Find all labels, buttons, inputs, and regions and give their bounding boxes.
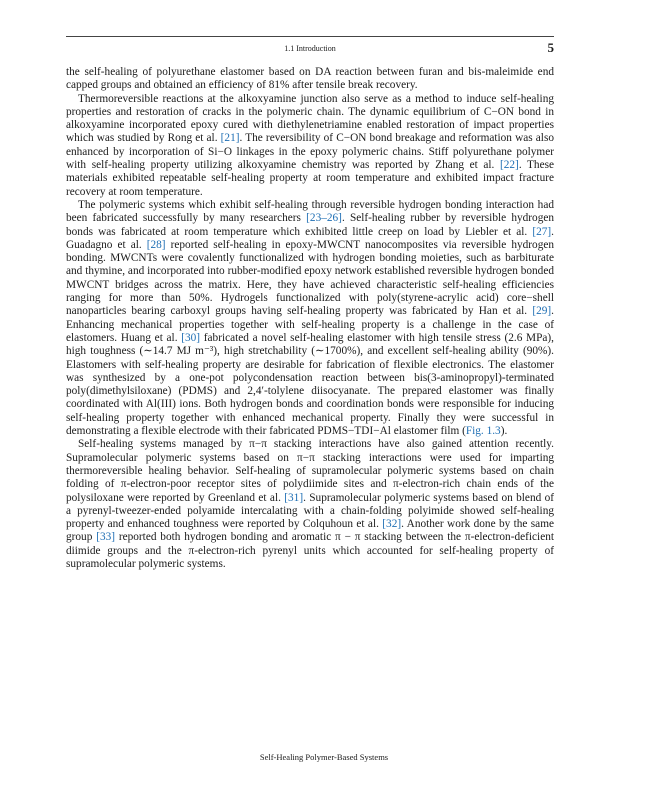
body-text [66, 66, 554, 571]
paragraph-text: The polymeric systems which exhibit self-healing through reversible hydrogen bonding interaction had been fabricated successfully by many researchers [66, 198, 554, 225]
header-rule [66, 36, 554, 37]
citation-link[interactable]: [28] [146, 238, 166, 251]
paragraph-text: . Supramolecular polymeric systems based on blend of a pyrenyl-tweezer-ended polyamide intercalating with a chain-folding polyimide showed self-healing property and enhanced toughness were reported by Colquhoun et al. [66, 491, 555, 531]
paragraph-text: Self-healing systems managed by π−π stacking interactions have also gained attention recently. Supramolecular polymeric systems based on π−π stacking interactions were used for imparting thermoreversible healing behavior. Self-healing of supramolecular polymeric systems based on chain folding of π-electron-poor receptor sites of polydiimide sites and π-electron-rich chain ends of the polysiloxane were reported by Greenland et al. [66, 438, 554, 504]
paragraph-text: reported both hydrogen bonding and aromatic π − π stacking between the π-electron-deficient diimide groups and the π-electron-rich pyrenyl units which accounted for self-healing property of supramolecular polymeric systems. [66, 531, 554, 570]
citation-link[interactable]: [31] [284, 491, 304, 504]
paragraph-text: . Enhancing mechanical properties together with self-healing property is a challenge in the case of elastomers. Huang et al. [66, 305, 554, 344]
paragraph-text: the self-healing of polyurethane elastomer based on DA reaction between furan and bis-maleimide end capped groups and obtained an efficiency of 81% after tensile break recovery. [66, 66, 554, 92]
citation-link[interactable]: [21] [220, 132, 240, 145]
section-title: 1.1 Introduction [284, 44, 336, 53]
paragraph-text: . The reversibility of C−ON bond breakage and reformation was also enhanced by incorporation of Si−O linkages in the epoxy polymeric chains. Stiff polyurethane polymer with self-healing property utilizing alkoxyamine chemistry was reported by Zhang et al. [66, 132, 554, 172]
paragraph-text: Thermoreversible reactions at the alkoxyamine junction also serve as a method to induce self-healing properties and restoration of cracks in the polymeric chain. The dynamic equilibrium of C−ON bond in alkoxyamine incorporated epoxy cured with diethylenetriamine enabled restoration of impact properties which was studied by Rong et al. [66, 92, 554, 145]
citation-link[interactable]: [27] [532, 225, 552, 238]
citation-link[interactable]: [29] [532, 305, 552, 318]
citation-link[interactable]: [23–26] [306, 212, 342, 225]
paragraph [66, 93, 554, 199]
paragraph-text: . Self-healing rubber by reversible hydrogen bonds was fabricated at room temperature which exhibited little creep on load by Liebler et al. [66, 212, 555, 238]
paragraph-text: reported self-healing in epoxy-MWCNT nanocomposites via reversible hydrogen bonding. MWCNTs were covalently functionalized with hydrogen bonding moieties, such as barbiturate and thymine, and incorporated into rubber-modified epoxy network established reversible hydrogen bonded MWCNT bridges across the matrix. Here, they have achieved characteristic self-healing efficiencies ranging for more than 50%. Hydrogels functionalized with poly(styrene-acrylic acid) core−shell nanoparticles bearing carboxyl groups having self-healing property was fabricated by Han et al. [66, 238, 555, 318]
paragraph [66, 66, 554, 93]
page-number: 5 [547, 40, 554, 55]
paragraph [66, 438, 554, 571]
footer-book-title: Self-Healing Polymer-Based Systems [259, 752, 389, 762]
running-head [66, 41, 554, 57]
citation-link[interactable]: [30] [181, 331, 201, 344]
paragraph [66, 199, 554, 438]
paragraph-text: . These materials exhibited repeatable self-healing property at room temperature and exhibited impact fracture recovery at room temperature. [66, 159, 555, 198]
paragraph-text: fabricated a novel self-healing elastomer with high tensile stress (2.6 MPa), high toughness (∼14.7 MJ m⁻³), high stretchability (∼1700%), and excellent self-healing ability (90%). Elastomers with self-healing property are desirable for fabrication of flexible electronics. The elastomer was synthesized by a one-pot polycondensation reaction between bis(3-aminopropyl)-terminated poly(dimethylsiloxane) (PDMS) and 2,4′-tolylene diisocyanate. The prepared elastomer was finally coordinated with Al(III) ions. Both hydrogen bonds and coordination bonds were responsible for inducing self-healing property together with enhanced mechanical property. Finally they were successful in demonstrating a flexible electrode with their fabricated PDMS−TDI−Al elastomer film ( [66, 331, 554, 438]
paragraph-text: . Another work done by the same group [66, 518, 554, 544]
citation-link[interactable]: Fig. 1.3 [465, 425, 501, 438]
paragraph-text: . Guadagno et al. [66, 225, 554, 251]
citation-link[interactable]: [32] [382, 518, 402, 531]
paragraph-text: ). [500, 425, 508, 438]
citation-link[interactable]: [33] [96, 531, 116, 544]
citation-link[interactable]: [22] [499, 159, 519, 172]
